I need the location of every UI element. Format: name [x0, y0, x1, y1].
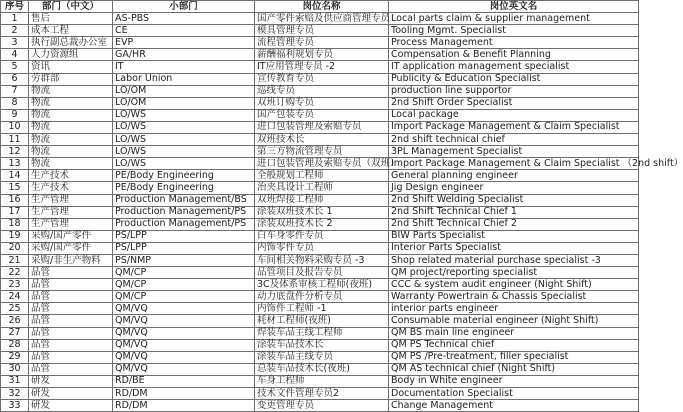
cell-position-english: Documentation Specialist: [389, 388, 639, 400]
table-row: [1, 206, 639, 218]
cell-position-english: Body in White engineer: [389, 375, 639, 387]
cell-department: 品管: [29, 303, 113, 315]
cell-position: 内饰件工程师 -1: [255, 303, 389, 315]
table-row: [1, 267, 639, 279]
cell-seq: 3: [1, 37, 29, 49]
table-row: [1, 109, 639, 121]
cell-seq: 29: [1, 351, 29, 363]
cell-position: 巡线专员: [255, 85, 389, 97]
cell-seq: 27: [1, 327, 29, 339]
cell-department: 品管: [29, 291, 113, 303]
cell-sub-department: GA/HR: [113, 49, 255, 61]
cell-position: 宣传教育专员: [255, 73, 389, 85]
cell-position: 涂装双班技术长 1: [255, 206, 389, 218]
cell-sub-department: QM/CP: [113, 267, 255, 279]
cell-department: 品管: [29, 279, 113, 291]
cell-position-english: Interior Parts Specialist: [389, 242, 639, 254]
cell-position: 耗材工程师(夜班): [255, 315, 389, 327]
cell-sub-department: LO/WS: [113, 146, 255, 158]
cell-department: 物流: [29, 158, 113, 170]
cell-position: 涂装双班技术长 2: [255, 218, 389, 230]
cell-position: 内饰零件专员: [255, 242, 389, 254]
cell-department: 研发: [29, 400, 113, 412]
cell-seq: 14: [1, 170, 29, 182]
cell-department: 采购/非生产物料: [29, 254, 113, 266]
cell-department: 物流: [29, 146, 113, 158]
table-row: [1, 49, 639, 61]
cell-department: 售后: [29, 13, 113, 25]
table-row: [1, 25, 639, 37]
cell-position-english: Import Package Management & Claim Specialist: [389, 121, 639, 133]
cell-department: 研发: [29, 375, 113, 387]
cell-seq: 12: [1, 146, 29, 158]
cell-seq: 2: [1, 25, 29, 37]
cell-department: 人力资源组: [29, 49, 113, 61]
cell-seq: 4: [1, 49, 29, 61]
cell-position: 技术文件管理专员2: [255, 388, 389, 400]
cell-position: 车身工程师: [255, 375, 389, 387]
cell-position: 车间相关物料采购专员 -3: [255, 254, 389, 266]
table-row: [1, 327, 639, 339]
cell-position-english: 2nd shift technical chief: [389, 134, 639, 146]
table-row: [1, 146, 639, 158]
cell-position: 3C及体系审核工程师(夜班): [255, 279, 389, 291]
cell-position: 进口包装管理及索赔专员: [255, 121, 389, 133]
cell-position: 国产零件索赔及供应商管理专员: [255, 13, 389, 25]
header-department: 部门（中文）: [29, 1, 113, 13]
cell-seq: 17: [1, 206, 29, 218]
cell-position-english: Publicity & Education Specialist: [389, 73, 639, 85]
cell-sub-department: Production Management/PS: [113, 206, 255, 218]
cell-department: 物流: [29, 109, 113, 121]
cell-sub-department: QM/VQ: [113, 339, 255, 351]
cell-position-english: Compensation & Benefit Planning: [389, 49, 639, 61]
table-row: [1, 170, 639, 182]
cell-position: 进口包装管理及索赔专员（双班）: [255, 158, 389, 170]
cell-position-english: Jig Design engineer: [389, 182, 639, 194]
cell-position: 涂装车品主线专员: [255, 351, 389, 363]
table-body: [1, 12, 683, 412]
cell-sub-department: Production Management/BS: [113, 194, 255, 206]
cell-position: 国产包装专员: [255, 109, 389, 121]
cell-seq: 13: [1, 158, 29, 170]
cell-sub-department: RD/DM: [113, 400, 255, 412]
cell-department: 品管: [29, 315, 113, 327]
cell-seq: 5: [1, 61, 29, 73]
cell-department: 成本工程: [29, 25, 113, 37]
cell-position: 总装车品技术长(夜班): [255, 363, 389, 375]
cell-seq: 15: [1, 182, 29, 194]
cell-department: 品管: [29, 363, 113, 375]
header-position-english: 岗位英文名: [389, 1, 639, 13]
cell-position-english: 2nd Shift Technical Chief 2: [389, 218, 639, 230]
cell-seq: 10: [1, 121, 29, 133]
cell-position-english: QM PS Technical chief: [389, 339, 639, 351]
cell-position: 涂装车品技术长: [255, 339, 389, 351]
header-position: 岗位名称: [255, 1, 389, 13]
cell-seq: 1: [1, 13, 29, 25]
table-row: [1, 315, 639, 327]
table-row: [1, 61, 639, 73]
cell-department: 品管: [29, 351, 113, 363]
cell-seq: 22: [1, 267, 29, 279]
cell-seq: 20: [1, 242, 29, 254]
table-row: [1, 400, 639, 412]
table-row: [1, 351, 639, 363]
table-row: [1, 182, 639, 194]
table-row: [1, 134, 639, 146]
cell-department: 生产管理: [29, 218, 113, 230]
cell-position: 双班焊接工程师: [255, 194, 389, 206]
cell-department: 物流: [29, 97, 113, 109]
cell-seq: 7: [1, 85, 29, 97]
cell-position-english: Consumable material engineer (Night Shift): [389, 315, 639, 327]
cell-position-english: CCC & system audit engineer (Night Shift): [389, 279, 639, 291]
cell-sub-department: RD/BE: [113, 375, 255, 387]
cell-position: 双班技术长: [255, 134, 389, 146]
cell-department: 执行副总裁办公室: [29, 37, 113, 49]
cell-position-english: QM BS main line engineer: [389, 327, 639, 339]
table-row: [1, 37, 639, 49]
cell-department: 物流: [29, 121, 113, 133]
cell-position-english: BIW Parts Specialist: [389, 230, 639, 242]
cell-department: 品管: [29, 339, 113, 351]
cell-sub-department: IT: [113, 61, 255, 73]
cell-position: 治夹具设计工程师: [255, 182, 389, 194]
cell-position: 双班订购专员: [255, 97, 389, 109]
cell-department: 生产管理: [29, 206, 113, 218]
table-row: [1, 13, 639, 25]
cell-sub-department: PS/LPP: [113, 230, 255, 242]
table-row: [1, 97, 639, 109]
cell-sub-department: PE/Body Engineering: [113, 170, 255, 182]
cell-seq: 19: [1, 230, 29, 242]
cell-position-english: Warranty Powertrain & Chassis Specialist: [389, 291, 639, 303]
header-seq: 序号: [1, 1, 29, 13]
table-row: [1, 158, 639, 170]
cell-position: 第三方物流管理专员: [255, 146, 389, 158]
header-sub-department: 小部门: [113, 1, 255, 13]
table-row: [1, 363, 639, 375]
cell-position: 白车身零件专员: [255, 230, 389, 242]
table-row: [1, 375, 639, 387]
cell-department: 研发: [29, 388, 113, 400]
cell-department: 品管: [29, 267, 113, 279]
cell-position-english: Import Package Management & Claim Specialist （2nd shift）: [389, 158, 639, 170]
cell-seq: 31: [1, 375, 29, 387]
cell-department: 劳群部: [29, 73, 113, 85]
cell-seq: 21: [1, 254, 29, 266]
cell-sub-department: LO/WS: [113, 134, 255, 146]
cell-sub-department: PE/Body Engineering: [113, 182, 255, 194]
cell-sub-department: Labor Union: [113, 73, 255, 85]
table-row: [1, 194, 639, 206]
cell-seq: 33: [1, 400, 29, 412]
cell-position-english: QM AS technical chief (Night Shift): [389, 363, 639, 375]
cell-sub-department: QM/CP: [113, 279, 255, 291]
cell-position-english: 2nd Shift Order Specialist: [389, 97, 639, 109]
table-row: [1, 388, 639, 400]
table-row: [1, 279, 639, 291]
cell-department: 生产管理: [29, 194, 113, 206]
cell-sub-department: PS/NMP: [113, 254, 255, 266]
cell-seq: 23: [1, 279, 29, 291]
cell-position-english: Shop related material purchase specialist -3: [389, 254, 639, 266]
cell-sub-department: LO/WS: [113, 158, 255, 170]
cell-sub-department: LO/OM: [113, 85, 255, 97]
table-row: [1, 230, 639, 242]
cell-position: IT应用管理专员 -2: [255, 61, 389, 73]
cell-department: 生产技术: [29, 182, 113, 194]
cell-department: 物流: [29, 85, 113, 97]
table-row: [1, 121, 639, 133]
table-row: [1, 339, 639, 351]
cell-seq: 16: [1, 194, 29, 206]
cell-sub-department: LO/WS: [113, 121, 255, 133]
cell-seq: 6: [1, 73, 29, 85]
cell-sub-department: QM/VQ: [113, 351, 255, 363]
cell-position: 品管项目及报告专员: [255, 267, 389, 279]
cell-position-english: QM project/reporting specialist: [389, 267, 639, 279]
cell-position-english: QM PS /Pre-treatment, filler specialist: [389, 351, 639, 363]
cell-seq: 9: [1, 109, 29, 121]
cell-position-english: Local package: [389, 109, 639, 121]
cell-department: 生产技术: [29, 170, 113, 182]
cell-position: 焊装车品主线工程师: [255, 327, 389, 339]
cell-department: 品管: [29, 327, 113, 339]
cell-seq: 28: [1, 339, 29, 351]
cell-seq: 32: [1, 388, 29, 400]
cell-seq: 26: [1, 315, 29, 327]
cell-sub-department: QM/VQ: [113, 303, 255, 315]
cell-sub-department: QM/VQ: [113, 363, 255, 375]
cell-seq: 18: [1, 218, 29, 230]
cell-position-english: IT application management specialist: [389, 61, 639, 73]
table-row: [1, 218, 639, 230]
cell-position-english: production line supportor: [389, 85, 639, 97]
cell-sub-department: QM/VQ: [113, 315, 255, 327]
cell-position: 全般规划工程师: [255, 170, 389, 182]
table-row: [1, 73, 639, 85]
cell-seq: 25: [1, 303, 29, 315]
cell-sub-department: Production Management/PS: [113, 218, 255, 230]
cell-position: 流程管理专员: [255, 37, 389, 49]
cell-position-english: interior parts engineer: [389, 303, 639, 315]
cell-position-english: 2nd Shift Welding Specialist: [389, 194, 639, 206]
cell-sub-department: QM/CP: [113, 291, 255, 303]
cell-sub-department: QM/VQ: [113, 327, 255, 339]
cell-position-english: Process Management: [389, 37, 639, 49]
cell-position-english: Local parts claim & supplier management: [389, 13, 639, 25]
header-row: [1, 1, 639, 13]
table-row: [1, 303, 639, 315]
table-row: [1, 85, 639, 97]
cell-sub-department: EVP: [113, 37, 255, 49]
cell-sub-department: LO/WS: [113, 109, 255, 121]
cell-sub-department: AS-PBS: [113, 13, 255, 25]
cell-position-english: Tooling Mgmt. Specialist: [389, 25, 639, 37]
cell-seq: 8: [1, 97, 29, 109]
table-row: [1, 254, 639, 266]
table-row: [1, 242, 639, 254]
cell-department: 采购/国产零件: [29, 230, 113, 242]
cell-position-english: General planning engineer: [389, 170, 639, 182]
cell-position-english: 2nd Shift Technical Chief 1: [389, 206, 639, 218]
cell-position-english: 3PL Management Specialist: [389, 146, 639, 158]
table-row: [1, 291, 639, 303]
cell-position: 动力底盘件分析专员: [255, 291, 389, 303]
cell-sub-department: CE: [113, 25, 255, 37]
cell-position: 模具管理专员: [255, 25, 389, 37]
cell-sub-department: LO/OM: [113, 97, 255, 109]
cell-position: 变更管理专员: [255, 400, 389, 412]
cell-department: 物流: [29, 134, 113, 146]
cell-position-english: Change Management: [389, 400, 639, 412]
cell-sub-department: PS/LPP: [113, 242, 255, 254]
cell-seq: 11: [1, 134, 29, 146]
cell-department: 采购/国产零件: [29, 242, 113, 254]
cell-position: 薪酬福利规划专员: [255, 49, 389, 61]
cell-seq: 24: [1, 291, 29, 303]
cell-department: 资讯: [29, 61, 113, 73]
cell-sub-department: RD/DM: [113, 388, 255, 400]
cell-seq: 30: [1, 363, 29, 375]
